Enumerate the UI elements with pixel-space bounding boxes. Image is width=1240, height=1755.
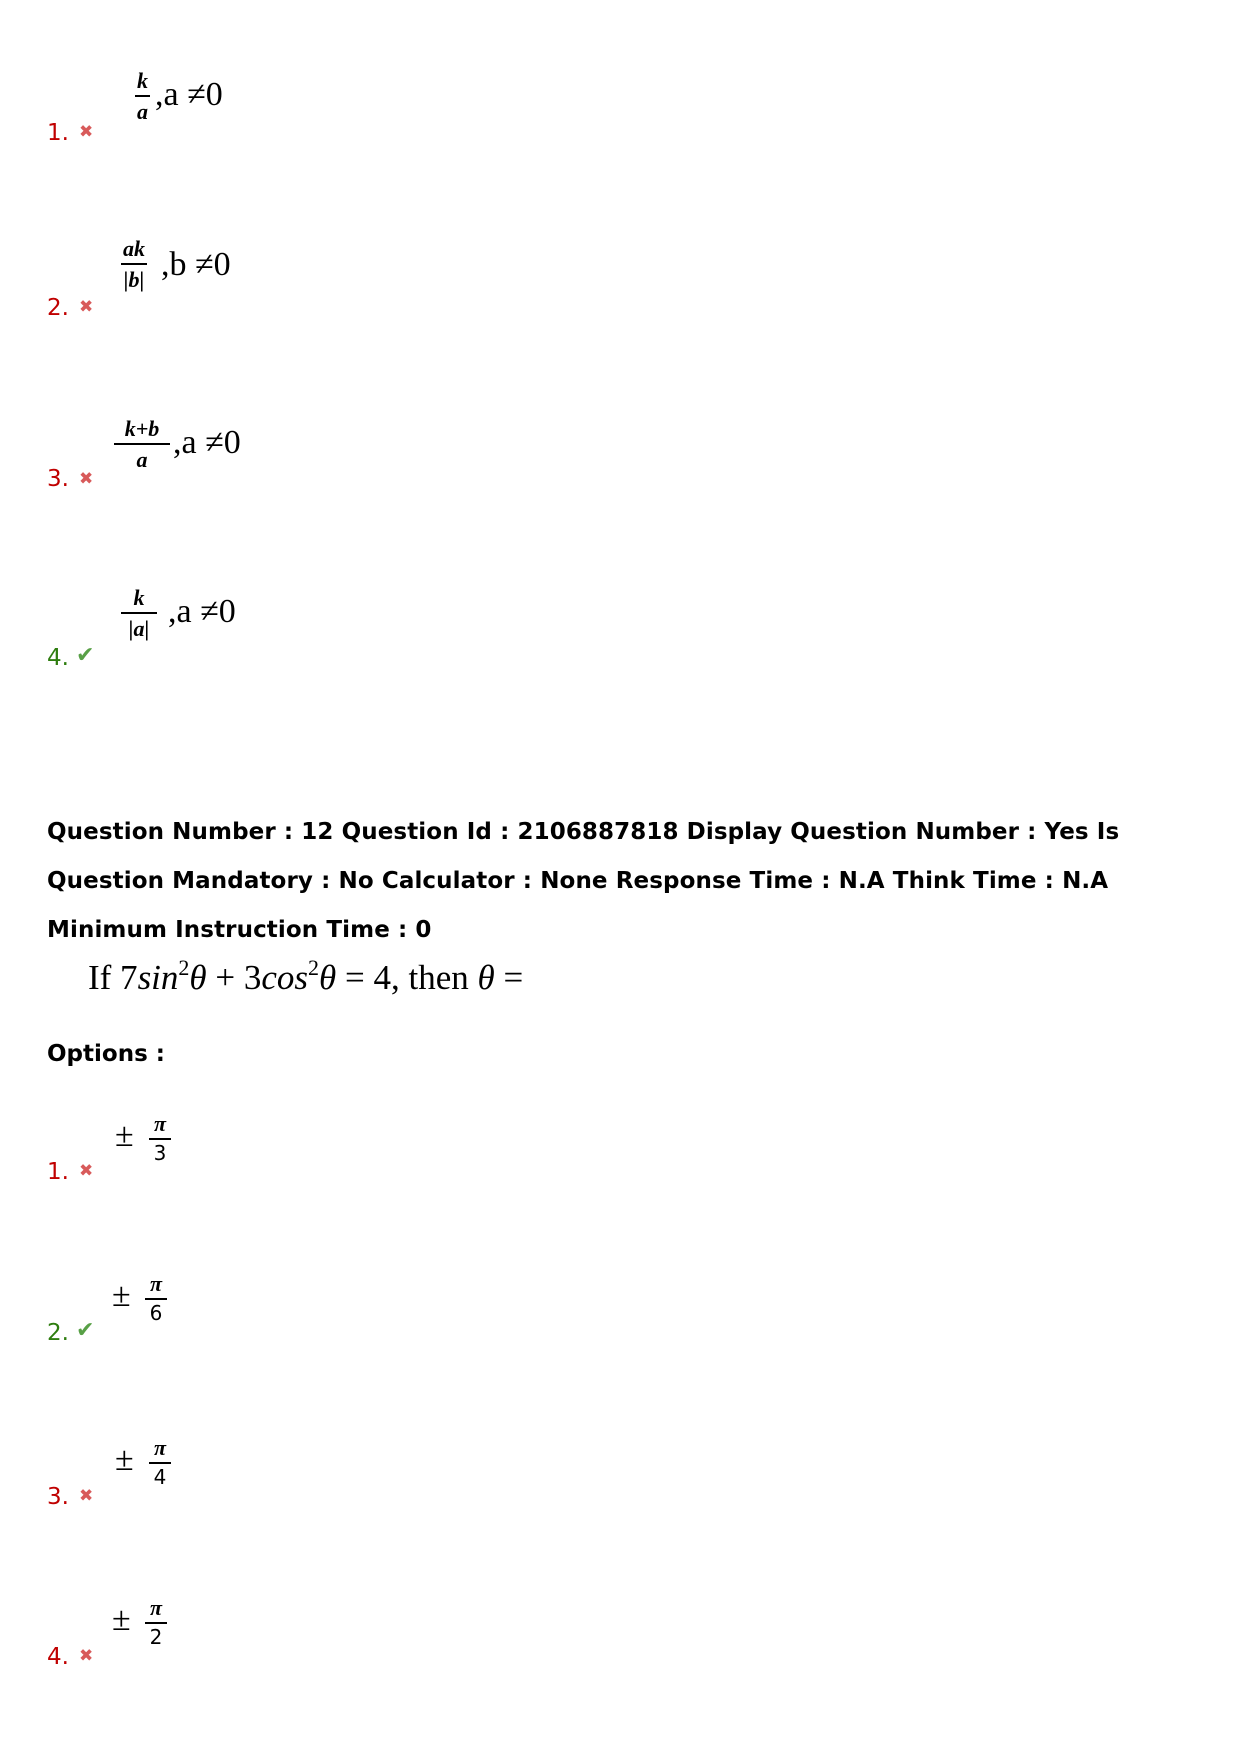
option-number: 1. [47,120,69,146]
option-fraction [121,587,157,640]
option-number: 2. [47,1320,69,1346]
option-number: 1. [47,1159,69,1185]
option-condition: ,a ≠0 [173,424,241,461]
cross-icon: ✖ [79,1486,94,1506]
option-condition: ,a ≠0 [155,76,223,113]
plus-minus-sign: ± [115,1117,134,1154]
option-number: 2. [47,295,69,321]
option-fraction [121,238,147,291]
fraction-denominator: a [136,447,148,472]
options-label: Options : [47,1041,165,1067]
option-fraction [114,418,170,471]
fraction-numerator: ak [123,236,145,261]
check-icon: ✔ [76,643,95,668]
option-condition: ,b ≠0 [161,246,231,283]
fraction-numerator: k+b [124,416,160,441]
cross-icon: ✖ [79,122,94,142]
option-fraction: π 6 [145,1273,167,1323]
option-number: 4. [47,645,69,671]
cross-icon: ✖ [79,1161,94,1181]
cross-icon: ✖ [79,1646,94,1666]
option-number: 3. [47,466,69,492]
plus-minus-sign: ± [115,1441,134,1478]
fraction-denominator: a [137,99,148,124]
fraction-denominator: |a| [128,616,150,641]
option-fraction: π 2 [145,1597,167,1647]
option-condition: ,a ≠0 [168,593,236,630]
fraction-numerator: k [133,585,145,610]
fraction-denominator: |b| [123,267,145,292]
option-fraction: π 3 [149,1113,171,1163]
cross-icon: ✖ [79,297,94,317]
option-number: 3. [47,1484,69,1510]
cross-icon: ✖ [79,469,94,489]
fraction-numerator: k [137,68,148,93]
plus-minus-sign: ± [112,1277,131,1314]
question-meta: Question Number : 12 Question Id : 2106887818 Display Question Number : Yes Is Question Mandatory : No Calculator : None Response Time : N.A Think Time : N.A Minimum Instruction Time : 0 [47,819,1120,943]
question-text: If $7\sin^2\theta + 3\cos^2\theta = 4$, then θ = [88,955,524,997]
option-fraction [135,70,150,123]
option-number: 4. [47,1644,69,1670]
plus-minus-sign: ± [112,1601,131,1638]
check-icon: ✔ [76,1318,95,1343]
option-fraction: π 4 [149,1437,171,1487]
